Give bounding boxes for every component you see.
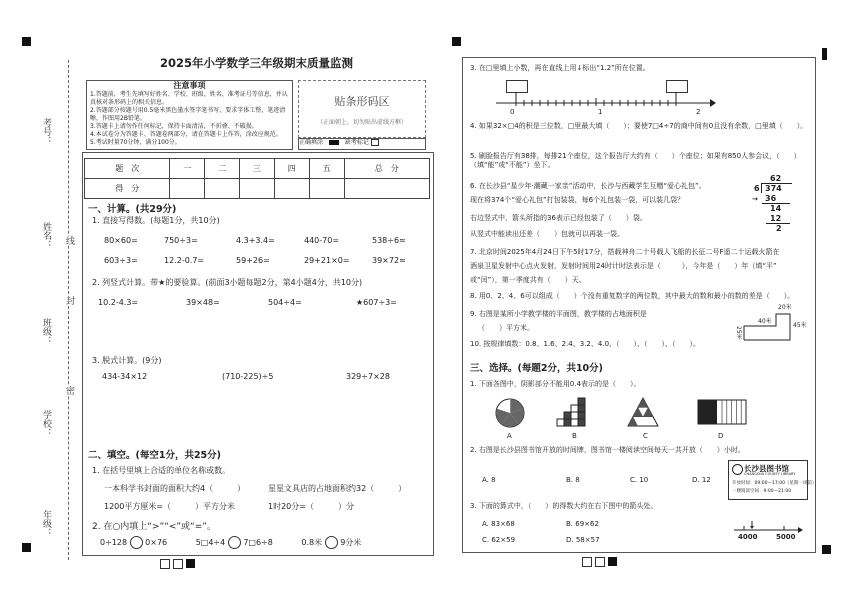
question: 1. 下面各图中，阴影部分不能用0.4表示的是（ ）。 bbox=[470, 380, 641, 388]
compare-circle[interactable] bbox=[130, 536, 143, 549]
absent-mark: 缺考标记 bbox=[344, 139, 369, 146]
score-cell[interactable] bbox=[309, 179, 344, 199]
calc-item: 434-34×12 bbox=[102, 372, 148, 381]
compare-left: 0.8米 bbox=[301, 538, 323, 547]
page-title: 2025年小学数学三年级期末质量监测 bbox=[160, 56, 354, 70]
calc-item: 39×72≈ bbox=[372, 256, 406, 265]
page-mark bbox=[186, 559, 195, 568]
calc-item: 10.2-4.3= bbox=[98, 298, 139, 307]
calc-item: 504÷4= bbox=[268, 298, 302, 307]
dividend: 374 bbox=[765, 184, 782, 193]
number-line bbox=[494, 90, 718, 116]
question: 5. 刷脸报告厅有38排，每排21个座位，这个报告厅大约有（ ）个座位；如果有850人参会议，（ ）（填“能”或“不能”）坐下。 bbox=[470, 152, 801, 169]
dim-label: 25米 bbox=[735, 326, 742, 340]
library-logo-icon bbox=[732, 464, 743, 475]
question: 9. 右图是某所小学教学楼的平面图，教学楼的占地面积是 bbox=[470, 310, 647, 318]
compare-right: 7□6÷8 bbox=[243, 538, 273, 547]
option-label[interactable]: C bbox=[643, 432, 648, 440]
side-label-name: 姓名： bbox=[41, 222, 51, 249]
barcode-note: （正面朝上，切勿贴出虚线方框） bbox=[316, 119, 407, 126]
calc-item: 39×48= bbox=[186, 298, 220, 307]
calc-item: 29+21×0= bbox=[304, 256, 350, 265]
calc-item: ★607÷3= bbox=[356, 298, 397, 307]
score-cell[interactable] bbox=[344, 179, 429, 199]
side-label-class: 班级： bbox=[41, 318, 51, 345]
compare-circle[interactable] bbox=[228, 536, 241, 549]
calc-item: 750÷3= bbox=[164, 236, 198, 245]
question: 从竖式中能读出还差（ ）包就可以再装一袋。 bbox=[470, 230, 624, 238]
step: 12 bbox=[770, 214, 782, 223]
question: 2. 在○内填上“>”“<”或“=”。 bbox=[92, 522, 216, 532]
corner-mark bbox=[822, 545, 831, 554]
side-label-grade: 年级： bbox=[41, 510, 51, 537]
fill-item: 一本科学书封面的面积大约4（ ） bbox=[104, 484, 246, 493]
page-mark bbox=[160, 559, 170, 569]
option-label[interactable]: C. 10 bbox=[630, 476, 649, 484]
question: 8. 用0、2、4、6可以组成（ ）个没有重复数字的两位数，其中最大的数和最小的数的差是（ ）。 bbox=[470, 292, 795, 300]
fill-legend bbox=[298, 138, 426, 150]
question: 2. 列竖式计算。带★的要验算。(前面3小题每题2分，第4小题4分，共10分) bbox=[92, 278, 363, 287]
question: 现在将374个“爱心礼包”打包装袋，每6个礼包装一袋，可以装几袋？ bbox=[470, 196, 685, 204]
option-label[interactable]: B bbox=[572, 432, 577, 440]
fig-c-triangle bbox=[628, 398, 658, 426]
step: 36 bbox=[765, 194, 777, 203]
question: 或“闰”），第一季度共有（ ）天。 bbox=[470, 276, 586, 284]
barcode-label: 贴条形码区 bbox=[334, 95, 390, 108]
question: 3. 脱式计算。(9分) bbox=[92, 356, 162, 365]
page-mark bbox=[173, 559, 183, 569]
step-arrow: → bbox=[752, 195, 758, 203]
barcode-area bbox=[298, 80, 426, 138]
page-mark bbox=[608, 557, 617, 566]
question: 3. 在□里填上小数，再在直线上用↓标出“1.2”所在位置。 bbox=[470, 64, 650, 72]
dim-label: 20米 bbox=[778, 304, 792, 311]
calc-item: 59+26= bbox=[236, 256, 270, 265]
divisor: 6 bbox=[754, 184, 760, 193]
fig-a-circle bbox=[496, 399, 524, 427]
question: 1. 直接写得数。(每题1分，共10分) bbox=[92, 216, 220, 225]
calc-item: 80×60= bbox=[104, 236, 138, 245]
fig-b-stairs bbox=[557, 398, 585, 426]
page-mark bbox=[582, 557, 592, 567]
score-header: 五 bbox=[309, 159, 344, 179]
score-header: 三 bbox=[240, 159, 275, 179]
side-label-school: 学校： bbox=[41, 410, 51, 437]
option-label[interactable]: A bbox=[507, 432, 512, 440]
score-header: 一 bbox=[170, 159, 205, 179]
option-label[interactable]: D. 12 bbox=[692, 476, 711, 484]
library-name: 长沙县图书馆 bbox=[744, 464, 789, 473]
fig-d-bar bbox=[698, 400, 746, 424]
option-label[interactable]: D bbox=[718, 432, 724, 440]
tick-label: 2 bbox=[696, 108, 701, 116]
compare-left: 0÷128 bbox=[100, 538, 128, 547]
calc-item: (710-225)÷5 bbox=[222, 372, 274, 381]
score-header: 题 次 bbox=[85, 159, 170, 179]
option-label[interactable]: C. 62×59 bbox=[482, 536, 516, 544]
calc-item: 12.2-0.7= bbox=[164, 256, 205, 265]
library-name-en: CHANGSHA COUNTY LIBRARY bbox=[744, 472, 796, 476]
notice-item: 3.答题卡上请勿作任何标记，保持卡面清洁，不折叠、不破损。 bbox=[90, 123, 258, 130]
quotient: 62 bbox=[770, 174, 782, 183]
question: 2. 右图是长沙县图书馆开放的时间牌，图书馆一楼阅读空间每天一共开放（ ）小时。 bbox=[470, 446, 745, 454]
fill-item: 1时20分=（ ）分 bbox=[268, 502, 354, 511]
question: 3. 下面的算式中，（ ）的得数大约在右下图中的箭头处。 bbox=[470, 502, 658, 510]
seal-char: 密 bbox=[64, 386, 74, 395]
compare-circle[interactable] bbox=[325, 536, 338, 549]
question: 6. 在长沙县“星少年·潮藏一家亲”活动中，长沙与西藏学生互赠“爱心礼包”。 bbox=[470, 182, 706, 190]
score-cell[interactable] bbox=[274, 179, 309, 199]
fill-sample: 正确填涂 bbox=[299, 139, 324, 146]
calc-item: 329÷7×28 bbox=[346, 372, 390, 381]
compare-row bbox=[100, 536, 430, 549]
question: 10. 按规律填数：0.8、1.6、2.4、3.2、4.0、（ ）、（ ）、（ ）。 bbox=[470, 340, 701, 348]
calc-item: 440-70= bbox=[304, 236, 340, 245]
score-table bbox=[84, 158, 430, 199]
remainder: 2 bbox=[776, 224, 782, 233]
score-header: 四 bbox=[274, 159, 309, 179]
library-hours: 一楼阅读空间：9:00—21:00 bbox=[732, 489, 792, 494]
notice-item: 5.考试时量70分钟，满分100分。 bbox=[90, 139, 181, 146]
score-cell[interactable] bbox=[240, 179, 275, 199]
dim-label: 40米 bbox=[758, 318, 772, 325]
side-label-id: 考号： bbox=[41, 118, 51, 145]
page-mark bbox=[595, 557, 605, 567]
question: 右边竖式中，箭头所指的36表示已经包装了（ ）袋。 bbox=[470, 214, 647, 222]
question: （ ）平方米。 bbox=[478, 324, 534, 332]
notice-item: 1.答题前，考生先填写好姓名、学校、班级、姓名、准考证号等信息，并认真核对条形码上的相关信息。 bbox=[90, 91, 288, 106]
corner-mark bbox=[22, 37, 31, 46]
notice-item: 2.答题部分按题号用0.5毫米黑色墨水签字笔书写，要求字体工整，笔迹清晰，作图用2B铅笔。 bbox=[90, 107, 286, 122]
option-label[interactable]: B. 69×62 bbox=[566, 520, 599, 528]
seal-char: 线 bbox=[64, 236, 74, 245]
compare-right: 9分米 bbox=[340, 538, 362, 547]
notice-item: 4.本试卷分为答题卡、答题卷两部分，请在答题卡上作答，涂改应规范。 bbox=[90, 131, 282, 138]
question: 酒泉卫星发射中心点火发射，发射时间用24时计时法表示是（ ），今年是（ ）年（填“平” bbox=[470, 262, 777, 270]
fill-sample-box bbox=[329, 140, 339, 145]
tick-label: 4000 bbox=[738, 533, 758, 541]
section-title: 二、填空。(每空1分，共25分) bbox=[88, 450, 222, 461]
option-label[interactable]: D. 58×57 bbox=[566, 536, 600, 544]
question: 1. 在括号里填上合适的单位名称或数。 bbox=[92, 466, 231, 475]
calc-item: 603÷3= bbox=[104, 256, 138, 265]
seal-line bbox=[68, 60, 69, 560]
tick-label: 1 bbox=[598, 108, 603, 116]
section-title: 一、计算。(共29分) bbox=[88, 204, 177, 215]
question: 4. 如果32×□4的积是三位数，□里最大填（ ）；要使7□4÷7的商中间有0且没有余数，□里填（ ）。 bbox=[470, 122, 808, 130]
score-header: 总 分 bbox=[344, 159, 429, 179]
absent-mark-box[interactable] bbox=[371, 139, 379, 146]
calc-item: 538÷6≈ bbox=[372, 236, 406, 245]
fill-item: 星星文具店的占地面积约32（ ） bbox=[268, 484, 407, 493]
library-hours: 开放时间：09:00—17:00（星期一闭馆） bbox=[732, 481, 817, 486]
seal-char: 封 bbox=[64, 296, 74, 305]
fraction-figures bbox=[480, 396, 780, 430]
corner-mark bbox=[452, 37, 461, 46]
compare-right: 0×76 bbox=[145, 538, 168, 547]
notice-box bbox=[86, 80, 293, 150]
dim-label: 45米 bbox=[793, 322, 807, 329]
option-label[interactable]: A. 83×68 bbox=[482, 520, 515, 528]
corner-mark bbox=[22, 543, 31, 552]
library-sign bbox=[728, 460, 817, 500]
fill-item: 1200平方厘米=（ ）平方分米 bbox=[104, 502, 236, 511]
step: 14 bbox=[770, 204, 782, 213]
long-division bbox=[752, 174, 800, 240]
calc-item: 4.3+3.4= bbox=[236, 236, 275, 245]
tick-label: 5000 bbox=[776, 533, 796, 541]
option-label[interactable]: A. 8 bbox=[482, 476, 496, 484]
score-row-label: 得 分 bbox=[85, 179, 170, 199]
notice-title: 注意事项 bbox=[173, 81, 206, 90]
option-label[interactable]: B. 8 bbox=[566, 476, 580, 484]
question: 7. 北京时间2025年4月24日下午5时17分，搭载神舟二十号载人飞船的长征二号F遥二十运载火箭在 bbox=[470, 248, 780, 256]
corner-mark bbox=[822, 48, 827, 60]
score-header: 二 bbox=[205, 159, 240, 179]
compare-left: 5□4÷4 bbox=[195, 538, 226, 547]
section-title: 三、选择。(每题2分，共10分) bbox=[470, 363, 604, 374]
score-cell[interactable] bbox=[170, 179, 205, 199]
tick-label: 0 bbox=[510, 108, 515, 116]
score-cell[interactable] bbox=[205, 179, 240, 199]
